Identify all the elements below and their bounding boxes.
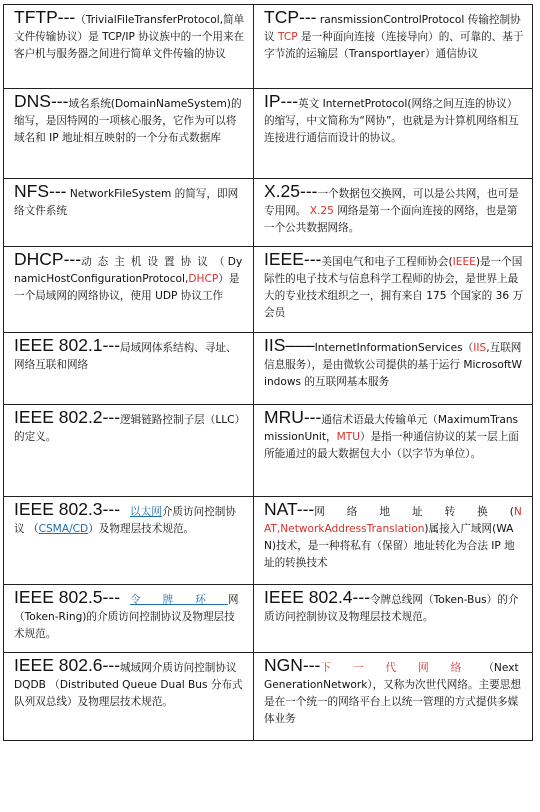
table-row — [4, 653, 533, 741]
term-label: IEEE 802.5--- — [14, 587, 121, 607]
term-description: 令牌总线网（Token-Bus）的介质访问控制协议及物理层技术规范。 — [264, 594, 519, 623]
term-highlight: TCP — [277, 31, 298, 43]
term-description: 动态主机设置协议 — [81, 256, 214, 268]
term-cell-ieee-802-4 — [254, 585, 533, 653]
table-row — [4, 5, 533, 89]
term-cell-ieee-802-1 — [4, 333, 254, 405]
term-cell-tcp — [254, 5, 533, 89]
term-highlight: MTU — [336, 431, 360, 443]
term-label: TFTP--- — [14, 7, 76, 27]
term-highlight: 下一代网络 — [320, 662, 484, 674]
term-cell-ieee-802-5 — [4, 585, 254, 653]
term-description-cont: 网络是第一个面向连接的网络，也是第一个公共数据网络。 — [264, 205, 518, 234]
term-label: IEEE 802.2--- — [14, 407, 121, 427]
term-highlight: IEEE — [452, 256, 476, 268]
term-description-cont: （ DynamicHostConfigurationProtocol, — [14, 256, 243, 285]
term-cell-ngn — [254, 653, 533, 741]
csma-cd-link[interactable]: CSMA/CD — [38, 523, 89, 535]
term-cell-ieee-802-3 — [4, 497, 254, 585]
term-description: （TrivialFileTransferProtocol,简单文件传输协议）是 TCP/IP 协议族中的一个用来在客户机与服务器之间进行简单文件传输的协议 — [14, 14, 245, 60]
term-label: NAT--- — [264, 499, 315, 519]
token-ring-link[interactable]: 令牌环 — [130, 594, 228, 606]
term-highlight: DHCP — [188, 273, 219, 285]
term-description: InternetInformationServices（ — [314, 342, 474, 354]
term-description: 网络地址转换 — [314, 506, 510, 518]
term-description: 逻辑链路控制子层（LLC）的定义。 — [14, 414, 240, 443]
term-cell-ieee-802-6 — [4, 653, 254, 741]
table-row — [4, 333, 533, 405]
term-cell-mru — [254, 405, 533, 497]
table-row — [4, 89, 533, 179]
term-label: DNS--- — [14, 91, 69, 111]
ethernet-link[interactable]: 以太网 — [130, 506, 162, 518]
table-row — [4, 585, 533, 653]
term-description-cont: ,互联网信息服务），是由微软公司提供的基于运行 MicrosoftWindows 的互联网基本服务 — [264, 342, 523, 388]
term-description: 网 — [227, 594, 239, 606]
term-cell-nat — [254, 497, 533, 585]
term-description: ransmissionControlProtocol 传输控制协议 — [264, 14, 521, 43]
term-cell-ip — [254, 89, 533, 179]
term-label: IEEE 802.4--- — [264, 587, 371, 607]
term-description-cont: )是一个国际性的电子技术与信息科学工程师的协会，是世界上最大的专业技术组织之一，拥有来自 175 个国家的 36 万会员 — [264, 256, 524, 319]
term-label: X.25--- — [264, 181, 318, 201]
term-description-cont: ）及物理层技术规范。 — [88, 523, 195, 535]
glossary-table-wrapper — [3, 4, 533, 741]
term-label: MRU--- — [264, 407, 322, 427]
term-label: NGN--- — [264, 655, 321, 675]
term-description: 一个数据包交换网，可以是公共网，也可是专用网。 — [264, 188, 519, 217]
term-label: IIS––– — [264, 335, 315, 355]
term-description: 英文 InternetProtocol(网络之间互连的协议）的缩写，中文简称为“网协”，也就是为计算机网络相互连接进行通信而设计的协议。 — [264, 98, 519, 144]
term-highlight: IIS — [473, 342, 487, 354]
term-cell-iis — [254, 333, 533, 405]
term-description: 介质访问控制协议 （ — [14, 506, 236, 535]
term-cell-ieee-802-2 — [4, 405, 254, 497]
table-row — [4, 179, 533, 247]
term-description: 通信术语最大传输单元（MaximumTransmissionUnit， — [264, 414, 519, 443]
table-row — [4, 247, 533, 333]
term-cell-tftp — [4, 5, 254, 89]
term-description-end: ）是一个局域网的网络协议，使用 UDP 协议工作 — [14, 273, 240, 302]
term-cell-nfs — [4, 179, 254, 247]
term-description-cont: )属接入广域网(WAN)技术，是一种将私有（保留）地址转化为合法 IP 地址的转换技术 — [264, 523, 515, 569]
term-label: NFS--- — [14, 181, 67, 201]
term-highlight: X.25 — [309, 205, 334, 217]
term-description: （NextGenerationNetwork），又称为次世代网络。主要思想是在一个统一的网络平台上以统一管理的方式提供多媒体业务 — [264, 662, 521, 725]
term-cell-dns — [4, 89, 254, 179]
term-paren-open: ( — [509, 506, 514, 518]
term-cell-dhcp — [4, 247, 254, 333]
term-cell-x25 — [254, 179, 533, 247]
term-highlight: NAT,NetworkAddressTranslation — [264, 506, 522, 535]
term-description-cont: （Token-Ring)的介质访问控制协议及物理层技术规范。 — [14, 611, 235, 640]
term-label: IEEE--- — [264, 249, 322, 269]
term-description: 城域网介质访问控制协议 DQDB （Distributed Queue Dual Bus 分布式队列双总线）及物理层技术规范。 — [14, 662, 243, 708]
term-cell-ieee — [254, 247, 533, 333]
term-description-cont: ）是指一种通信协议的某一层上面所能通过的最大数据包大小（以字节为单位）。 — [264, 431, 519, 460]
term-description-cont: 是一种面向连接（连接导向）的、可靠的、基于字节流的运输层（Transportlayer）通信协议 — [264, 31, 524, 60]
term-description: 局域网体系结构、寻址、网络互联和网络 — [14, 342, 237, 371]
term-label: IP--- — [264, 91, 299, 111]
term-label: IEEE 802.1--- — [14, 335, 121, 355]
term-label: DHCP--- — [14, 249, 82, 269]
network-terms-table — [3, 4, 533, 741]
table-row — [4, 497, 533, 585]
term-label: TCP--- — [264, 7, 317, 27]
term-description: 域名系统(DomainNameSystem)的缩写，是因特网的一项核心服务，它作为可以将域名和 IP 地址相互映射的一个分布式数据库 — [14, 98, 242, 144]
term-description: NetworkFileSystem 的简写，即网络文件系统 — [14, 188, 239, 217]
term-description: 美国电气和电子工程师协会( — [321, 256, 453, 268]
table-row — [4, 405, 533, 497]
term-label: IEEE 802.6--- — [14, 655, 121, 675]
term-label: IEEE 802.3--- — [14, 499, 121, 519]
